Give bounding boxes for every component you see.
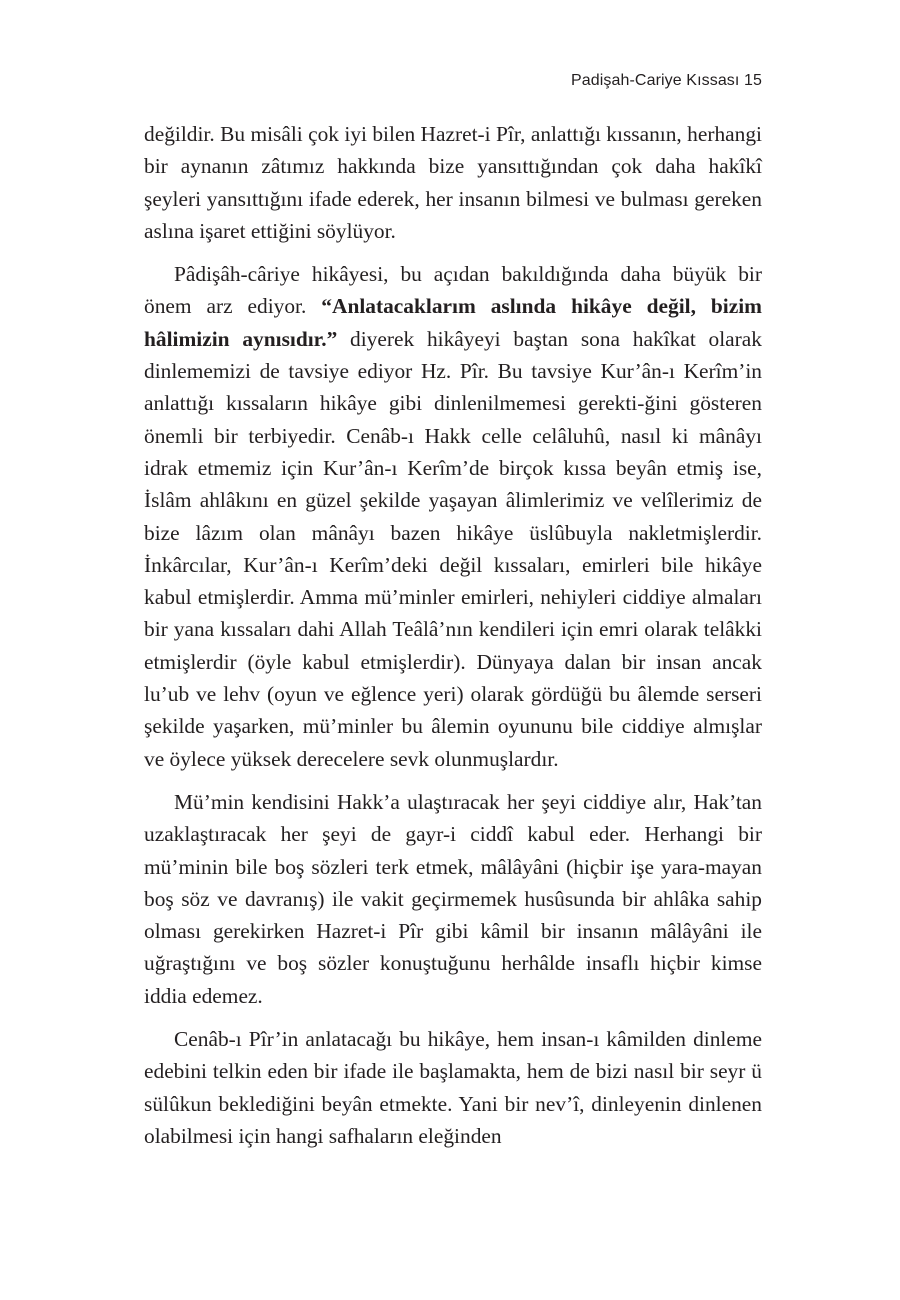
paragraph-2 (144, 258, 762, 775)
running-header: Padişah-Cariye Kıssası 15 (570, 72, 762, 89)
paragraph-4: Cenâb-ı Pîr’in anlatacağı bu hikâye, hem insan-ı kâmilden dinleme edebini telkin eden bir ifade ile başlamakta, hem de bizi nasıl bir seyr ü sülûkun beklediğini beyân etmekte. Yani bir nev’î, dinleyenin dinlenen olabilmesi için hangi safhaların eleğinden (144, 1027, 762, 1148)
paragraph-1: değildir. Bu misâli çok iyi bilen Hazret-i Pîr, anlattığı kıssanın, herhangi bir aynanın zâtımız hakkında bize yansıttığından çok daha hakîkî şeyleri yansıttığını ifade ederek, her insanın bilmesi ve bulması gereken aslına işaret ettiğini söylüyor. (144, 122, 762, 243)
bold-quote: “Anlatacaklarım aslında hikâye değil, bizim hâlimizin aynısıdır.” (144, 294, 762, 351)
paragraph-2-lead: Pâdişâh-câriye hikâyesi, bu açıdan bakıldığında daha büyük bir önem arz ediyor. (144, 262, 762, 319)
paragraph-2-rest: diyerek hikâyeyi baştan sona hakîkat olarak dinlememizi de tavsiye ediyor Hz. Pîr. Bu tavsiye Kur’ân-ı Kerîm’in anlattığı kıssaların hikâye gibi dinlenilmemesi gerekti-ğini gösteren önemli bir terbiyedir. Cenâb-ı Hakk celle celâluhû, nasıl ki mânâyı idrak etmemiz için Kur’ân-ı Kerîm’de birçok kıssa beyân etmiş ise, İslâm ahlâkını en güzel şekilde yaşayan âlimlerimiz ve velîlerimiz de bize lâzım olan mânâyı bazen hikâye üslûbuyla nakletmişlerdir. İnkârcılar, Kur’ân-ı Kerîm’deki değil kıssaları, emirleri bile hikâye kabul etmişlerdir. Amma mü’minler emirleri, nehiyleri ciddiye almaları bir yana kıssaları dahi Allah Teâlâ’nın kendileri için emri olarak telâkki etmişlerdir (öyle kabul etmişlerdir). Dünyaya dalan bir insan ancak lu’ub ve lehv (oyun ve eğlence yeri) olarak gördüğü bu âlemde serseri şekilde yaşarken, mü’minler bu âlemin oyununu bile ciddiye almışlar ve öylece yüksek derecelere sevk olunmuşlardır. (144, 326, 762, 771)
paragraph-3: Mü’min kendisini Hakk’a ulaştıracak her şeyi ciddiye alır, Hak’tan uzaklaştıracak her şeyi de gayr-i ciddî kabul eder. Herhangi bir mü’minin bile boş sözleri terk etmek, mâlâyâni (hiçbir işe yara-mayan boş söz ve davranış) ile vakit geçirmemek husûsunda bir ahlâka sahip olması gerekirken Hazret-i Pîr gibi kâmil bir insanın mâlâyâni ile uğraştığını ve boş sözler konuştuğunu herhâlde insaflı hiçbir kimse iddia edemez. (144, 789, 762, 1008)
body-text (144, 118, 762, 1163)
